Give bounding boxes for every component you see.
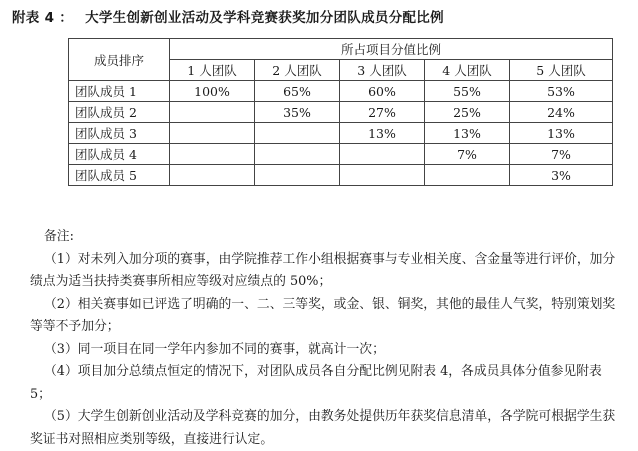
table-cell [340, 165, 425, 186]
title-text: 大学生创新创业活动及学科竞赛获奖加分团队成员分配比例 [85, 10, 444, 26]
note-item-2: （2）相关赛事如已评选了明确的一、二、三等奖，或金、银、铜奖，其他的最佳人气奖，特别策划奖等等不予加分； [30, 296, 616, 334]
table-cell: 7% [510, 144, 613, 165]
table-cell: 25% [425, 102, 510, 123]
note-item-4: （4）项目加分总绩点恒定的情况下，对团队成员各自分配比例见附表 4，各成员具体分值参见附表 5； [30, 364, 602, 402]
note-item-1: （1）对未列入加分项的赛事，由学院推荐工作小组根据赛事与专业相关度、含金量等进行评价，加分绩点为适当扶持类赛事所相应等级对应绩点的 50%； [30, 251, 616, 289]
table-row [69, 123, 613, 144]
note-item-5: （5）大学生创新创业活动及学科竞赛的加分，由教务处提供历年获奖信息清单，各学院可根据学生获奖证书对照相应类别等级，直接进行认定。 [30, 409, 616, 447]
table-cell: 100% [170, 81, 255, 102]
row-label-member-5: 团队成员 5 [69, 165, 170, 186]
row-label-member-4: 团队成员 4 [69, 144, 170, 165]
column-header-team-5: 5 人团队 [510, 60, 613, 81]
table-cell [255, 165, 340, 186]
table-row [69, 102, 613, 123]
table-cell: 65% [255, 81, 340, 102]
table-cell [170, 123, 255, 144]
column-header-team-2: 2 人团队 [255, 60, 340, 81]
table-cell [425, 165, 510, 186]
table-cell: 7% [425, 144, 510, 165]
note-item-3: （3）同一项目在同一学年内参加不同的赛事，就高计一次； [44, 341, 385, 357]
table-row [69, 165, 613, 186]
table-row [69, 81, 613, 102]
row-label-member-3: 团队成员 3 [69, 123, 170, 144]
table-cell [170, 165, 255, 186]
member-order-header: 成员排序 [69, 39, 170, 81]
table-cell: 24% [510, 102, 613, 123]
column-header-team-4: 4 人团队 [425, 60, 510, 81]
row-label-member-2: 团队成员 2 [69, 102, 170, 123]
table-header-row [69, 39, 613, 60]
table-cell: 60% [340, 81, 425, 102]
table-cell: 53% [510, 81, 613, 102]
table-row [69, 144, 613, 165]
table-cell: 13% [425, 123, 510, 144]
table-cell [170, 102, 255, 123]
table-cell: 13% [340, 123, 425, 144]
share-ratio-header: 所占项目分值比例 [170, 39, 613, 60]
table-cell: 3% [510, 165, 613, 186]
table-cell [170, 144, 255, 165]
notes-heading: 备注: [44, 229, 74, 244]
notes-section [30, 226, 626, 451]
table-cell: 55% [425, 81, 510, 102]
table-cell: 27% [340, 102, 425, 123]
table-cell [255, 123, 340, 144]
title-prefix: 附表 4 ： [12, 10, 74, 26]
allocation-table [68, 38, 613, 186]
page-title [12, 6, 444, 26]
table-cell: 35% [255, 102, 340, 123]
table-cell [340, 144, 425, 165]
column-header-team-1: 1 人团队 [170, 60, 255, 81]
table-cell: 13% [510, 123, 613, 144]
column-header-team-3: 3 人团队 [340, 60, 425, 81]
row-label-member-1: 团队成员 1 [69, 81, 170, 102]
table-cell [255, 144, 340, 165]
